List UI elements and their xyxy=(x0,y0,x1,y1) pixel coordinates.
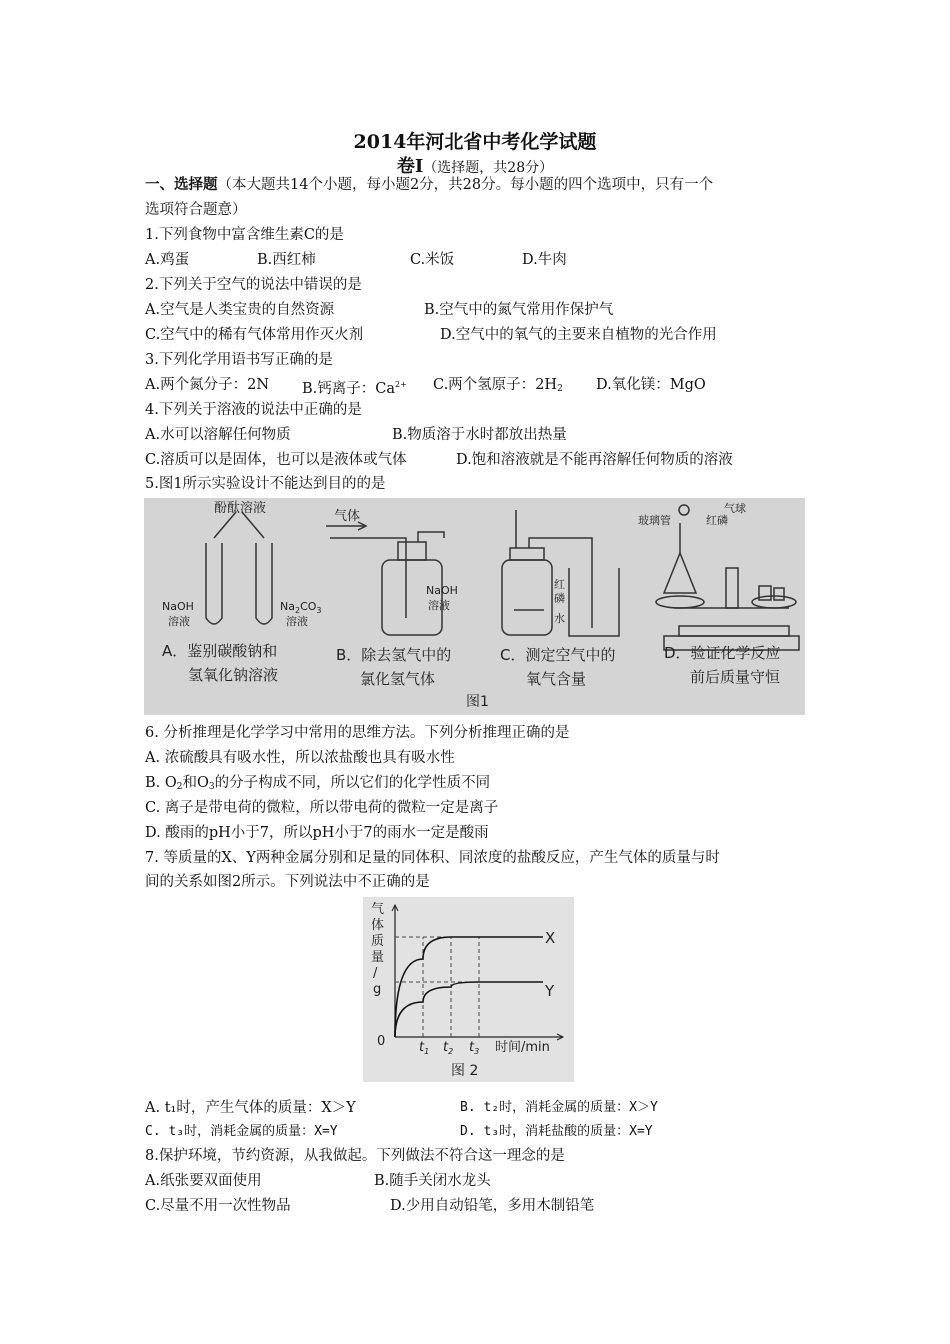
q3-option-a xyxy=(145,375,269,395)
q7-stem-2: 间的关系如图2所示。下列说法中不正确的是 xyxy=(145,874,430,890)
q7-option-a: A. t₁时，产生气体的质量：X＞Y xyxy=(145,1100,356,1116)
q4-option-a: A.水可以溶解任何物质 xyxy=(145,427,291,443)
q3-b-charge: 2+ xyxy=(395,380,407,389)
q8-option-b: B.随手关闭水龙头 xyxy=(374,1173,491,1189)
q3-b-formula: Ca xyxy=(375,381,396,397)
q3-stem: 3.下列化学用语书写正确的是 xyxy=(145,352,333,368)
fig1-d-tube: 玻璃管 xyxy=(638,514,671,527)
q6-option-c: C. 离子是带电荷的微粒，所以带电荷的微粒一定是离子 xyxy=(145,800,499,816)
fig2-ylabel-0: 气 xyxy=(371,902,385,917)
fig1-a-right-1: $Na_2CO_3$ xyxy=(280,600,322,615)
q3-a-formula: 2N xyxy=(247,377,270,393)
fig1-b-label-2: 溶液 xyxy=(428,599,450,612)
wash-bottle xyxy=(382,560,442,635)
section-desc-2: 选项符合题意） xyxy=(145,202,247,218)
q8-option-d: D.少用自动铅笔，多用木制铅笔 xyxy=(390,1198,595,1214)
flask xyxy=(502,560,552,635)
q2-option-b: B.空气中的氮气常用作保护气 xyxy=(424,302,614,318)
q2-stem: 2.下列关于空气的说法中错误的是 xyxy=(145,277,362,293)
part-note: （选择题，共28分） xyxy=(423,160,554,176)
q3-d-formula: MgO xyxy=(669,377,706,393)
q4-stem: 4.下列关于溶液的说法中正确的是 xyxy=(145,402,362,418)
balance-base xyxy=(679,626,789,636)
fig1-c-label-1: 红 xyxy=(554,578,565,591)
fig1-a-caption-2: 氢氧化钠溶液 xyxy=(188,666,279,684)
fig2-tick-t2: $t_2$ xyxy=(443,1040,454,1056)
q6-option-a: A. 浓硫酸具有吸水性，所以浓盐酸也具有吸水性 xyxy=(145,750,455,766)
fig1-a-right-2: 溶液 xyxy=(286,615,308,628)
fig1-c-label-3: 水 xyxy=(554,612,565,625)
fig2-ylabel-3: 量 xyxy=(371,950,385,965)
q6-b-part-1: B. O xyxy=(145,775,177,791)
fig2-ylabel-5: g xyxy=(373,982,382,997)
fig1-a-top-label: 酚酞溶液 xyxy=(214,501,267,516)
q3-c-formula: 2H xyxy=(535,377,558,393)
fig1-d-phosphorus: 红磷 xyxy=(706,514,728,527)
q3-d-label: D.氧化镁： xyxy=(596,377,670,393)
fig1-b-caption-1: B．除去氢气中的 xyxy=(336,646,452,664)
q1-option-b: B.西红柿 xyxy=(257,252,316,268)
q8-option-c: C.尽量不用一次性物品 xyxy=(145,1198,291,1214)
q7-stem-1: 7. 等质量的X、Y两种金属分别和足量的同体积、同浓度的盐酸反应，产生气体的质量与时 xyxy=(145,850,720,866)
fig1-caption: 图1 xyxy=(466,694,489,710)
q4-option-c: C.溶质可以是固体，也可以是液体或气体 xyxy=(145,452,407,468)
fig1-c-caption-1: C．测定空气中的 xyxy=(500,646,616,664)
fig2-caption: 图 2 xyxy=(451,1063,479,1079)
part-label: 卷Ⅰ xyxy=(396,156,424,177)
figure-1 xyxy=(144,498,805,715)
fig2-xlabel: 时间/min xyxy=(495,1040,550,1055)
q8-stem: 8.保护环境，节约资源，从我做起。下列做法不符合这一理念的是 xyxy=(145,1148,565,1164)
q1-option-c: C.米饭 xyxy=(410,252,455,268)
fig1-d-caption-1: D．验证化学反应 xyxy=(664,644,781,662)
fig2-ylabel-4: / xyxy=(373,966,378,981)
fig2-tick-t3: $t_3$ xyxy=(469,1040,480,1056)
test-tube-right xyxy=(256,543,272,624)
fig1-a-caption-1: A．鉴别碳酸钠和 xyxy=(162,642,278,660)
figure-2-chart xyxy=(363,897,574,1082)
q7-option-c: C. t₃时，消耗金属的质量：X=Y xyxy=(145,1124,338,1139)
q6-b-sub-2: 3 xyxy=(208,782,215,792)
q6-b-sub-1: 2 xyxy=(176,782,183,792)
fig1-a-left-1: NaOH xyxy=(162,600,194,613)
section-heading xyxy=(145,175,713,195)
page-title: 2014年河北省中考化学试题 xyxy=(353,131,597,153)
q5-stem: 5.图1所示实验设计不能达到目的的是 xyxy=(145,476,386,492)
test-tube-left xyxy=(206,543,222,624)
fig1-c-label-2: 磷 xyxy=(554,592,565,605)
q6-b-part-3: 的分子构成不同，所以它们的化学性质不同 xyxy=(214,775,491,791)
q3-a-label: A.两个氮分子： xyxy=(145,377,248,393)
fig2-ylabel-1: 体 xyxy=(371,918,385,933)
q2-option-a: A.空气是人类宝贵的自然资源 xyxy=(145,302,335,318)
section-desc: （本大题共14个小题，每小题2分，共28分。每小题的四个选项中，只有一个 xyxy=(217,177,714,193)
q4-option-b: B.物质溶于水时都放出热量 xyxy=(392,427,567,443)
q1-option-d: D.牛肉 xyxy=(522,252,567,268)
q7-option-b: B. t₂时，消耗金属的质量：X＞Y xyxy=(460,1100,658,1115)
fig1-b-caption-2: 氯化氢气体 xyxy=(360,670,436,688)
fig1-d-balloon: 气球 xyxy=(724,502,746,515)
q3-c-label: C.两个氢原子： xyxy=(433,377,536,393)
fig2-series-x-line xyxy=(395,937,543,1037)
fig2-series-y-line xyxy=(395,982,543,1037)
figure-2 xyxy=(363,897,574,1082)
fig2-series-x-label: X xyxy=(545,929,556,947)
q3-c-sub: 2 xyxy=(557,384,563,394)
section-title: 一、选择题 xyxy=(145,176,218,193)
fig1-a-left-2: 溶液 xyxy=(168,615,190,628)
q6-stem: 6. 分析推理是化学学习中常用的思维方法。下列分析推理正确的是 xyxy=(145,725,570,741)
fig2-series-y-label: Y xyxy=(545,982,555,1000)
q6-option-d: D. 酸雨的pH小于7，所以pH小于7的雨水一定是酸雨 xyxy=(145,825,489,841)
q1-option-a: A.鸡蛋 xyxy=(145,252,190,268)
q3-option-d xyxy=(596,375,706,395)
fig2-origin: 0 xyxy=(377,1034,386,1049)
q3-option-b xyxy=(302,375,407,399)
conical-flask xyxy=(664,553,696,593)
q3-b-label: B.钙离子： xyxy=(302,381,376,397)
q7-option-d: D. t₃时，消耗盐酸的质量：X=Y xyxy=(460,1124,653,1139)
fig2-tick-t1: $t_1$ xyxy=(419,1040,430,1056)
q2-option-d: D.空气中的氧气的主要来自植物的光合作用 xyxy=(440,327,717,343)
figure-1-drawing xyxy=(144,498,805,715)
fig1-b-label-1: NaOH xyxy=(426,584,458,597)
fig1-c-caption-2: 氧气含量 xyxy=(526,670,587,688)
fig1-b-gas: 气体 xyxy=(334,509,361,524)
q8-option-a: A.纸张要双面使用 xyxy=(145,1173,262,1189)
q1-stem: 1.下列食物中富含维生素C的是 xyxy=(145,227,344,243)
q4-option-d: D.饱和溶液就是不能再溶解任何物质的溶液 xyxy=(456,452,733,468)
beaker xyxy=(569,568,619,636)
q2-option-c: C.空气中的稀有气体常用作灭火剂 xyxy=(145,327,364,343)
fig1-d-caption-2: 前后质量守恒 xyxy=(690,668,781,686)
q6-option-b xyxy=(145,773,490,797)
q6-b-part-2: 和O xyxy=(182,775,209,791)
q3-option-c xyxy=(433,375,563,399)
fig2-ylabel-2: 质 xyxy=(371,934,385,949)
